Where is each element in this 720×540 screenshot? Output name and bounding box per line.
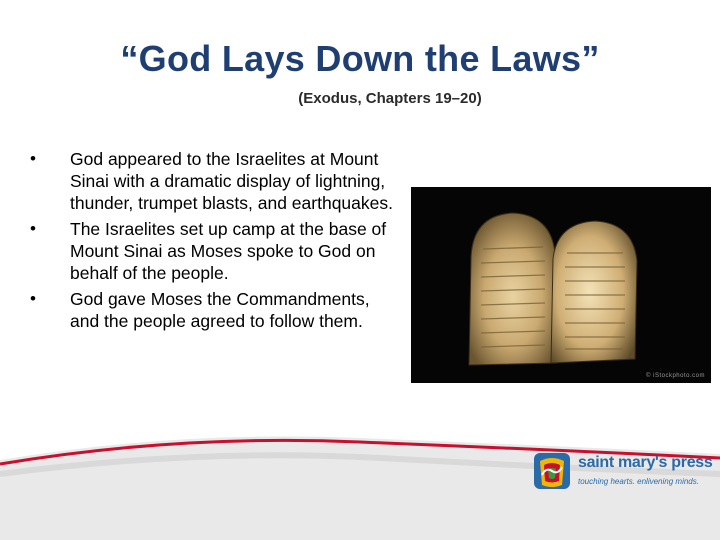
bullet-item: [28, 218, 393, 284]
slide-title: “God Lays Down the Laws”: [120, 38, 600, 79]
bullet-item: [28, 288, 393, 332]
bullet-dot-icon: •: [30, 289, 36, 308]
bullet-list: [28, 148, 393, 336]
bullet-dot-icon: •: [30, 149, 36, 168]
bullet-text: God appeared to the Israelites at Mount Sinai with a dramatic display of lightning, thunder, trumpet blasts, and earthquakes.: [70, 149, 393, 213]
stone-tablets-photo: [411, 187, 711, 383]
bullet-dot-icon: •: [30, 219, 36, 238]
bullet-item: [28, 148, 393, 214]
bullet-text: The Israelites set up camp at the base of Mount Sinai as Moses spoke to God on behalf of the people.: [70, 219, 387, 283]
logo-tagline: touching hearts. enlivening minds.: [578, 477, 699, 486]
saint-marys-press-logo-mark-icon: [532, 451, 572, 491]
slide-subtitle: (Exodus, Chapters 19–20): [298, 90, 482, 107]
saint-marys-press-logo: [532, 451, 713, 491]
image-credit: © iStockphoto.com: [646, 373, 705, 379]
stone-tablets-icon: [411, 187, 711, 383]
bullet-text: God gave Moses the Commandments, and the people agreed to follow them.: [70, 289, 370, 331]
logo-name: saint mary's press: [578, 454, 713, 471]
